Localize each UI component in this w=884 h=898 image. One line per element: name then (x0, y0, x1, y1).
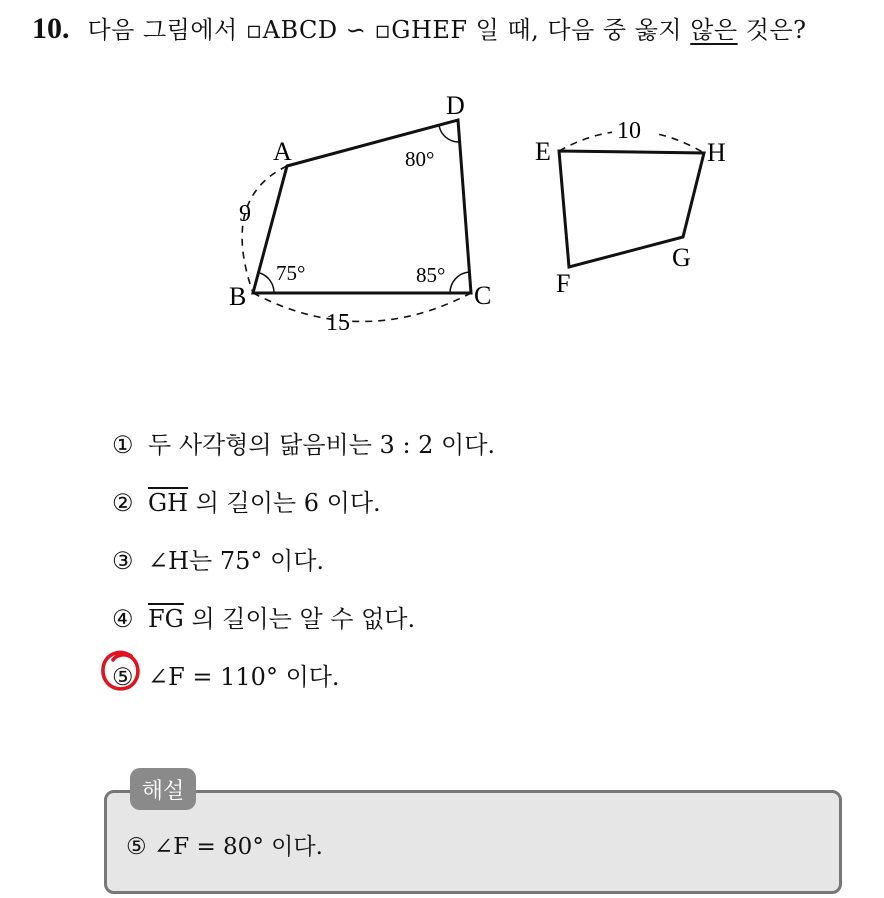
underlined-word: 않은 (690, 16, 738, 44)
explanation-text: ⑤ ∠F = 80° 이다. (126, 834, 323, 860)
question-text: 다음 그림에서 ▫ABCD ∽ ▫GHEF 일 때, 다음 중 옳지 않은 것은? (87, 16, 807, 44)
choice-1-number: ① (112, 431, 134, 459)
question-line (32, 10, 807, 46)
label-b: B (229, 282, 247, 311)
choice-2-number: ② (112, 489, 134, 517)
label-d: D (446, 91, 465, 120)
choice-5[interactable] (112, 657, 340, 692)
label-g: G (672, 243, 691, 272)
choice-5-number: ⑤ (112, 663, 134, 691)
side-eh-value: 10 (617, 118, 641, 144)
choice-2[interactable] (112, 483, 381, 518)
label-c: C (474, 281, 492, 310)
angle-c-value: 85° (416, 263, 446, 287)
label-f: F (556, 269, 571, 298)
choice-4-number: ④ (112, 605, 134, 633)
choice-3-number: ③ (112, 547, 134, 575)
choice-2-text: 의 길이는 6 이다. (188, 489, 381, 517)
choice-4-text: 의 길이는 알 수 없다. (183, 605, 416, 633)
arc-side-bc (253, 293, 471, 322)
explanation-tab: 해설 (130, 768, 196, 810)
label-h: H (707, 138, 726, 167)
segment-fg: $\overline{FG}$ (148, 605, 184, 633)
side-ab-value: 9 (239, 201, 251, 227)
choice-3[interactable] (112, 541, 324, 576)
choice-4[interactable] (112, 599, 415, 634)
angle-b-value: 75° (276, 261, 306, 285)
angle-arc-b (260, 273, 274, 293)
angle-d-value: 80° (405, 147, 435, 171)
side-bc-value: 15 (326, 310, 350, 336)
figure (0, 80, 884, 350)
choice-5-text: ∠F = 110° 이다. (148, 663, 340, 691)
answer-circle-mark (98, 648, 146, 696)
segment-gh: $\overline{GH}$ (148, 489, 189, 517)
angle-arc-c (450, 272, 469, 293)
label-e: E (535, 137, 551, 166)
question-number: 10. (32, 12, 70, 45)
choice-3-text: ∠H는 75° 이다. (148, 547, 325, 575)
choice-1-text: 두 사각형의 닮음비는 3 : 2 이다. (148, 431, 496, 459)
label-a: A (273, 137, 292, 166)
angle-arc-d (439, 125, 460, 142)
choice-1[interactable] (112, 425, 495, 460)
quadrilateral-abcd (229, 91, 491, 336)
quadrilateral-ghef (535, 112, 726, 298)
